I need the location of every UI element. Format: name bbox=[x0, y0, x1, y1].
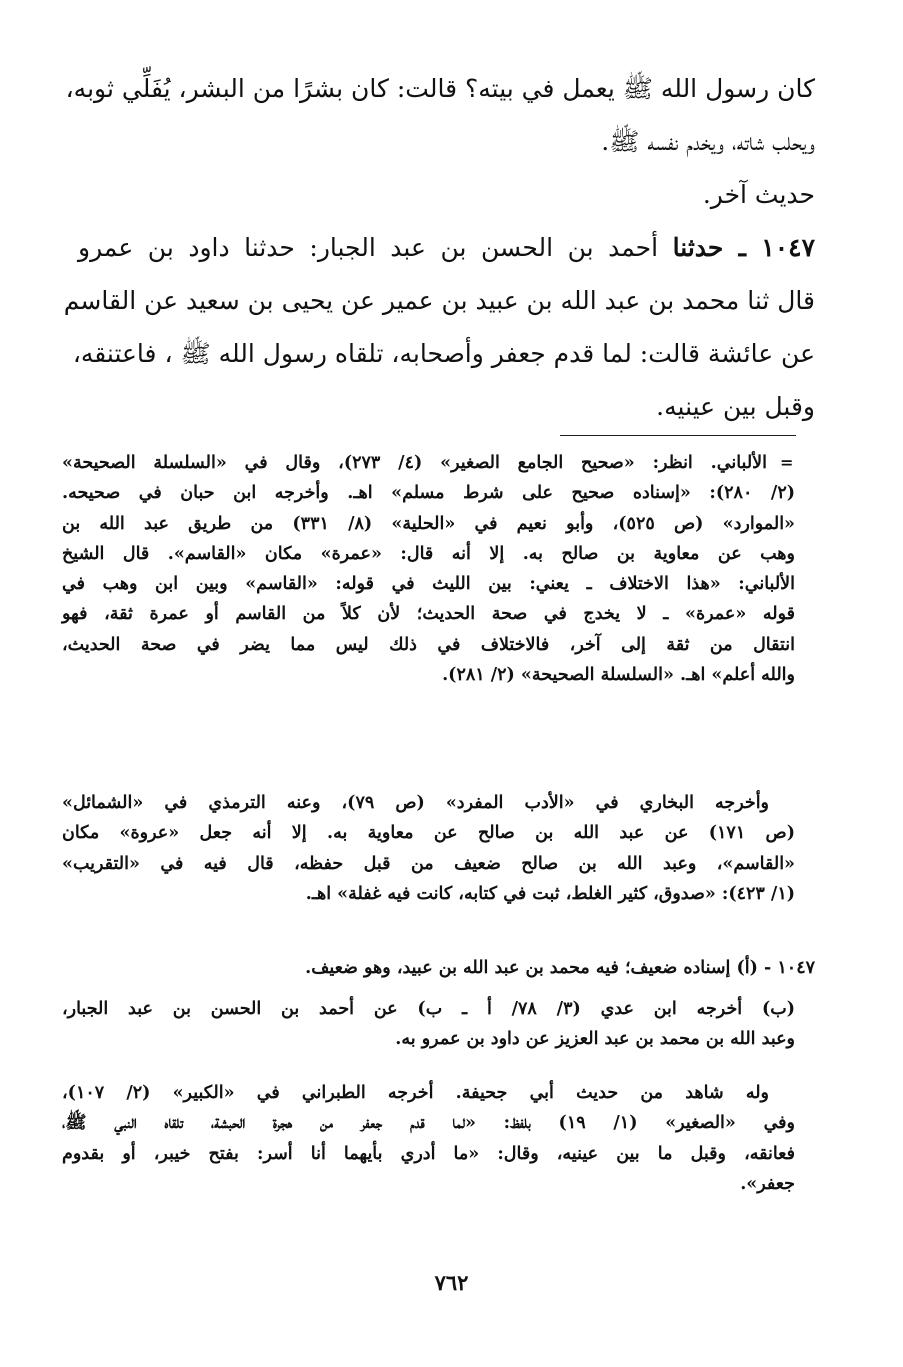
footnote-block-4 bbox=[62, 994, 795, 1055]
footnote-line: «القاسم»، وعبد الله بن صالح ضعيف من قبل حفظه، قال فيه في «التقريب» bbox=[62, 853, 795, 874]
footnote-line: وفي «الصغير» (١/ ١٩) بلفظ: «لما قدم جعفر من هجرة الحبشة، تلقاه النبي ﷺ، bbox=[62, 1113, 796, 1134]
footnote-line: (ص ١٧١) عن عبد الله بن صالح عن معاوية به. إلا أنه جعل «عروة» مكان bbox=[62, 823, 795, 844]
hadith-number: ١٠٤٧ ـ حدثنا bbox=[672, 233, 816, 262]
footnote-continuation-mark: = bbox=[780, 453, 794, 472]
footnote-line: والله أعلم» اهـ. «السلسلة الصحيحة» (٢/ ٢٨١). bbox=[442, 665, 795, 686]
footnote-block-5 bbox=[62, 1078, 795, 1199]
footnote-line: قوله «عمرة» ـ لا يخدج في صحة الحديث؛ لأن كلاً من القاسم أو عمرة ثقة، فهو bbox=[62, 604, 795, 625]
footnote-line: الألباني: «هذا الاختلاف ـ يعني: بين الليث في قوله: «القاسم» وبين ابن وهب في bbox=[62, 574, 795, 595]
main-line-4-text: أحمد بن الحسن بن عبد الجبار: حدثنا داود بن عمرو bbox=[78, 233, 659, 262]
main-line-4 bbox=[78, 221, 815, 274]
page-number: ٧٦٢ bbox=[434, 1270, 469, 1295]
footnote-separator bbox=[560, 435, 796, 436]
footnote-line: جعفر». bbox=[740, 1173, 795, 1194]
footnote-block-1 bbox=[62, 448, 795, 690]
footnote-line: ١٠٤٧ - (أ) إسناده ضعيف؛ فيه محمد بن عبد الله بن عبيد، وهو ضعيف. bbox=[305, 958, 815, 978]
main-text bbox=[63, 62, 816, 433]
main-line-2: ويحلب شاته، ويخدم نفسه ﷺ. bbox=[601, 127, 815, 156]
footnote-line: فعانقه، وقبل ما بين عينيه، وقال: «ما أدري بأيهما أنا أسر: بفتح خيبر، أو بقدوم bbox=[62, 1143, 795, 1164]
footnote-block-3 bbox=[62, 953, 815, 983]
footnote-line: وعبد الله بن محمد بن عبد العزيز عن داود بن عمرو به. bbox=[395, 1029, 795, 1050]
footnote-line: وهب عن معاوية بن صالح به. إلا أنه قال: «عمرة» مكان «القاسم». قال الشيخ bbox=[62, 543, 795, 564]
footnote-line: «الموارد» (ص ٥٢٥)، وأبو نعيم في «الحلية» (٨/ ٣٣١) من طريق عبد الله بن bbox=[62, 513, 795, 534]
footnote-line: (١/ ٤٢٣): «صدوق، كثير الغلط، ثبت في كتابه، كانت فيه غفلة» اهـ. bbox=[305, 883, 795, 904]
footnote-line: وله شاهد من حديث أبي جحيفة. أخرجه الطبراني في «الكبير» (٢/ ١٠٧)، bbox=[62, 1083, 769, 1103]
footnote-line: (٢/ ٢٨٠): «إسناده صحيح على شرط مسلم» اهـ. وأخرجه ابن حبان في صحيحه. bbox=[62, 483, 795, 504]
footnote-line: انتقال من ثقة إلى آخر، فالاختلاف في ذلك ليس مما يضر في صحة الحديث، bbox=[62, 634, 795, 655]
footnote-line: (ب) أخرجه ابن عدي (٣/ ٧٨/ أ ـ ب) عن أحمد بن الحسن بن عبد الجبار، bbox=[62, 999, 795, 1019]
footnote-line: وأخرجه البخاري في «الأدب المفرد» (ص ٧٩)، وعنه الترمذي في «الشمائل» bbox=[62, 793, 770, 813]
main-line-3: حديث آخر. bbox=[702, 180, 815, 209]
main-line-1: كان رسول الله ﷺ يعمل في بيته؟ قالت: كان بشرًا من البشر، يُفَلِّي ثوبه، bbox=[65, 74, 815, 103]
footnote-line: الألباني. انظر: «صحيح الجامع الصغير» (٤/ ٢٧٣)، وقال في «السلسلة الصحيحة» bbox=[62, 453, 768, 473]
main-line-6: عن عائشة قالت: لما قدم جعفر وأصحابه، تلقاه رسول الله ﷺ ، فاعتنقه، bbox=[72, 339, 815, 368]
main-line-7: وقبل بين عينيه. bbox=[656, 392, 815, 421]
footnote-block-2 bbox=[62, 788, 795, 909]
main-line-5: قال ثنا محمد بن عبد الله بن عبيد بن عمير عن يحيى بن سعيد عن القاسم bbox=[63, 286, 815, 315]
